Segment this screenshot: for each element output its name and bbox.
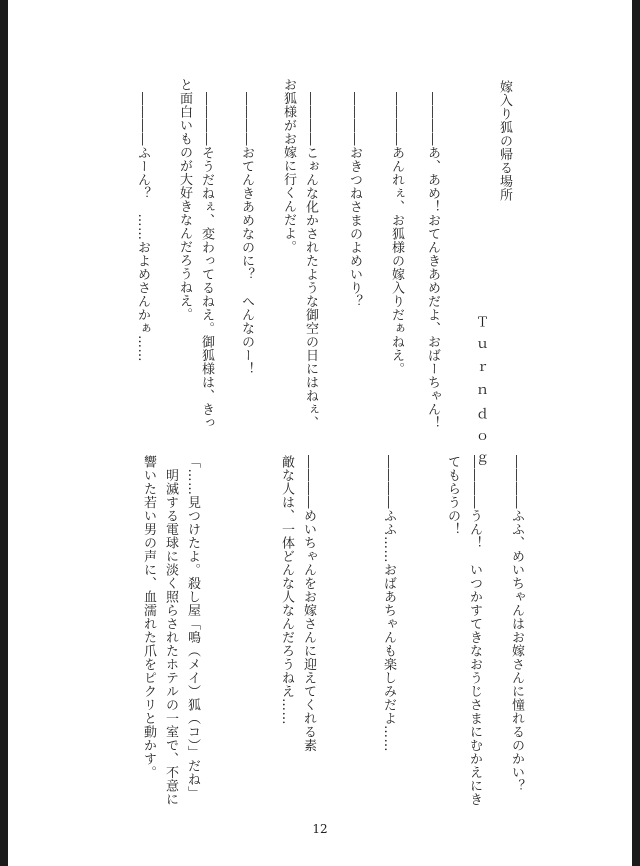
body-line: ――――めいちゃんをお嫁さんに迎えてくれる素 [301,455,317,752]
body-line: ――――あ、あめ！おてんきあめだよ、おばーちゃん！ [425,92,441,430]
body-line: 「……見つけたよ。殺し屋「鳴（メイ）狐（コ）」だね」 [185,455,201,800]
body-line: ――――こぉんな化かされたような御空の日にはねぇ、 [303,92,319,430]
body-line: ――――ふふ、めいちゃんはお嫁さんに憧れるのかい？ [509,455,525,793]
document-page [8,0,632,866]
body-line: 明滅する電球に淡く照らされたホテルの一室で、不意に [163,455,179,806]
body-line: ――――おてんきあめなのに？ へんなのー！ [239,92,255,376]
body-line: ――――あんれぇ、お狐様の嫁入りだぁねえ。 [389,92,405,376]
author-name: Ｔｕｒｎｄｏｇ [473,315,489,476]
body-line: ――――そうだねぇ、変わってるねえ。御狐様は、きっ [199,92,215,430]
body-line: と面白いものが大好きなんだろうねえ。 [177,78,193,321]
page-number: 12 [312,822,328,836]
body-line: ――――うん！ いつかすてきなおうじさまにむかえにき [467,455,483,806]
body-line: 響いた若い男の声に、血濡れた爪をピクリと動かす。 [141,455,157,779]
page-title: 嫁入り狐の帰る場所 [497,80,513,202]
body-line: お狐様がお嫁に行くんだよ。 [281,78,297,254]
body-line: ――――ふーん？ ……およめさんかぁ…… [135,92,151,362]
body-line: ――――おきつねさまのよめいり？ [347,92,363,308]
body-line: ――――ふふ……おばあちゃんも楽しみだよ…… [381,455,397,752]
body-line: てもらうの！ [445,455,461,536]
body-line: 敵な人は、一体どんな人なんだろうねえ…… [279,455,295,725]
